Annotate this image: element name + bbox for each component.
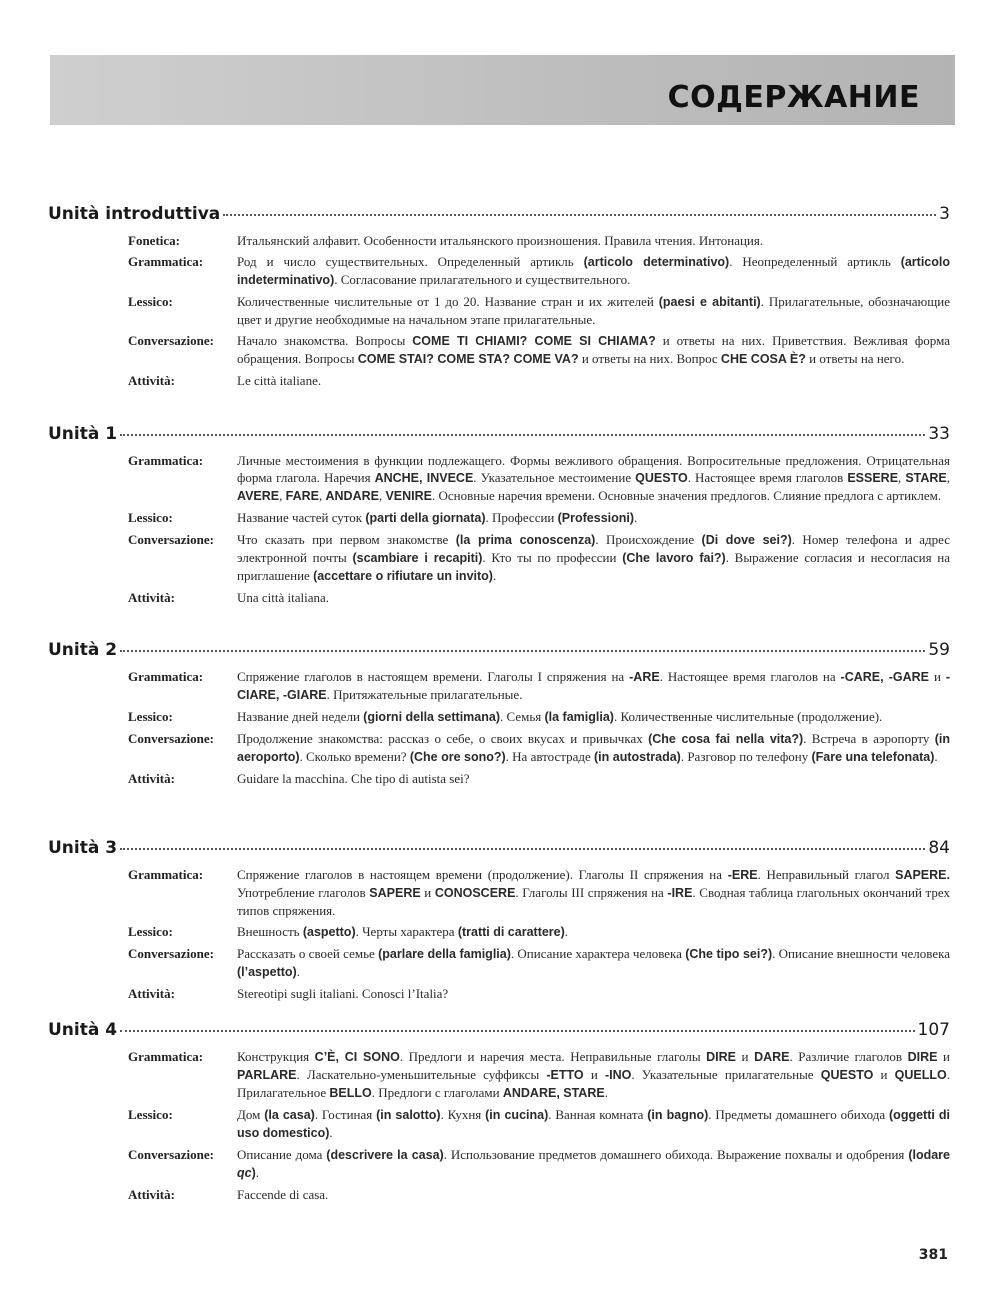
- text-run: . Прилагательное: [237, 1067, 950, 1100]
- text-run: Спряжение глаголов в настоящем времени. Глаголы I спряжения на: [237, 669, 630, 684]
- text-run: . Семья: [500, 709, 545, 724]
- bold-term: (articolo determinativo): [583, 255, 730, 269]
- unit-topics: [48, 866, 950, 1002]
- topic-row: [128, 668, 950, 704]
- topic-description: [237, 923, 950, 941]
- text-run: ,: [898, 470, 906, 485]
- text-run: . Предметы домашнего обихода: [708, 1107, 890, 1122]
- topic-description: [237, 452, 950, 505]
- unit-title: Unità introduttiva: [48, 204, 221, 224]
- bold-term: QUESTO: [820, 1068, 874, 1082]
- text-run: .: [329, 1125, 333, 1140]
- text-run: . Указательные прилагательные: [631, 1067, 821, 1082]
- bold-term: (in bagno): [647, 1108, 709, 1122]
- bold-term: -IRE: [667, 886, 693, 900]
- topic-row: [128, 452, 950, 505]
- unit-heading[interactable]: [48, 204, 950, 224]
- text-run: Что сказать при первом знакомстве: [237, 532, 456, 547]
- topic-label: Attività:: [128, 1187, 175, 1202]
- bold-term: (la casa): [264, 1108, 315, 1122]
- text-run: . Происхождение: [595, 532, 702, 547]
- topic-label: Conversazione:: [128, 731, 214, 746]
- text-run: . На автостраде: [505, 749, 595, 764]
- text-run: Употребление глаголов: [237, 885, 370, 900]
- unit-page-number: 84: [928, 838, 950, 858]
- bold-term: -CIARE, -GIARE: [237, 670, 950, 702]
- bold-term: BELLO: [329, 1086, 372, 1100]
- text-run: . Кто ты по профессии: [482, 550, 623, 565]
- text-run: Личные местоимения в функции подлежащего. Формы вежливого обращения. Вопросительные предложения. Отрицательная форма глагола. Наречия: [237, 453, 950, 485]
- text-run: Название дней недели: [237, 709, 364, 724]
- text-run: .: [634, 510, 638, 525]
- topic-row: [128, 372, 950, 389]
- topic-description: [237, 945, 950, 981]
- unit-title: Unità 3: [48, 838, 118, 858]
- topic-row: [128, 1146, 950, 1182]
- bold-term: (Che cosa fai nella vita?): [648, 732, 804, 746]
- bold-term: ANCHE, INVECE: [374, 471, 474, 485]
- unit-page-number: 33: [928, 424, 950, 444]
- topic-description: [237, 708, 950, 726]
- topic-row: [128, 253, 950, 289]
- unit-page-number: 107: [917, 1020, 950, 1040]
- topic-label: Lessico:: [128, 924, 173, 939]
- text-run: Род и число существительных. Определенный артикль: [237, 254, 584, 269]
- unit-topics: [48, 1048, 950, 1203]
- bold-term: (Che ore sono?): [409, 750, 506, 764]
- topic-label: Grammatica:: [128, 1049, 204, 1064]
- text-run: . Ласкательно-уменьшительные суффиксы: [296, 1067, 547, 1082]
- text-run: . Предлоги и наречия места. Неправильные глаголы: [399, 1049, 707, 1064]
- bold-term: (l’aspetto): [237, 965, 297, 979]
- topic-label: Grammatica:: [128, 453, 204, 468]
- text-run: . Выражение согласия и несогласия на приглашение: [237, 550, 950, 583]
- topic-description: [237, 531, 950, 585]
- text-run: и: [420, 885, 435, 900]
- text-run: и ответы на них. Приветствия. Вежливая форма обращения. Вопросы: [237, 333, 950, 366]
- text-run: ,: [318, 488, 326, 503]
- text-run: . Предлоги с глаголами: [371, 1085, 503, 1100]
- text-run: .: [604, 1085, 608, 1100]
- topic-description: [237, 1146, 950, 1182]
- bold-term: (paesi e abitanti): [658, 295, 761, 309]
- topic-row: [128, 1186, 950, 1203]
- bold-term: (in autostrada): [594, 750, 681, 764]
- text-run: Спряжение глаголов в настоящем времени (продолжение). Глаголы II спряжения на: [237, 867, 728, 882]
- topic-row: [128, 589, 950, 606]
- bold-term: (in cucina): [485, 1108, 549, 1122]
- bold-term: (la prima conoscenza): [455, 533, 596, 547]
- toc-unit: [48, 640, 950, 791]
- text-run: и: [929, 669, 946, 684]
- topic-label: Grammatica:: [128, 254, 204, 269]
- topic-row: [128, 232, 950, 249]
- bold-term: -ETTO: [546, 1068, 584, 1082]
- unit-topics: [48, 668, 950, 787]
- text-run: . Настоящее время глаголов: [687, 470, 848, 485]
- topic-description: [237, 232, 950, 249]
- topic-description: [237, 509, 950, 527]
- topic-description: [237, 253, 950, 289]
- topic-description: [237, 1106, 950, 1142]
- bold-term: VENIRE: [385, 489, 433, 503]
- topic-label: Conversazione:: [128, 946, 214, 961]
- bold-term: (Fare una telefonata): [811, 750, 935, 764]
- toc-unit: [48, 424, 950, 610]
- text-run: . Номер телефона и адрес электронной почты: [237, 532, 950, 565]
- topic-description: [237, 770, 950, 787]
- bold-term: -ERE: [727, 868, 758, 882]
- dot-leader: [120, 848, 925, 850]
- text-run: Le città italiane.: [237, 373, 322, 388]
- dot-leader: [120, 434, 925, 436]
- bold-term: AVERE: [237, 489, 280, 503]
- text-run: и: [873, 1067, 895, 1082]
- topic-row: [128, 293, 950, 328]
- text-run: . Описание внешности человека: [772, 946, 951, 961]
- text-run: Внешность: [237, 924, 303, 939]
- text-run: и ответы на них. Вопрос: [578, 351, 721, 366]
- bold-term: -ARE: [629, 670, 660, 684]
- bold-term: ANDARE, STARE: [502, 1086, 605, 1100]
- bold-term: (in aeroporto): [237, 732, 950, 764]
- topic-row: [128, 332, 950, 368]
- text-run: . Гостиная: [314, 1107, 377, 1122]
- text-run: .: [564, 924, 569, 939]
- bold-term: DARE: [754, 1050, 790, 1064]
- bold-term: (Di dove sei?): [701, 533, 792, 547]
- bold-term: -CARE, -GARE: [840, 670, 930, 684]
- text-run: . Описание характера человека: [510, 946, 686, 961]
- unit-topics: [48, 232, 950, 389]
- text-run: Una città italiana.: [237, 590, 330, 605]
- topic-label: Conversazione:: [128, 1147, 214, 1162]
- text-run: Stereotipi sugli italiani. Conosci l’Italia?: [237, 986, 449, 1001]
- topic-description: [237, 985, 950, 1002]
- dot-leader: [223, 214, 936, 216]
- text-run: .: [934, 749, 938, 764]
- text-run: и: [736, 1049, 755, 1064]
- topic-label: Fonetica:: [128, 233, 180, 248]
- bold-term: (Che lavoro fai?): [622, 551, 726, 565]
- text-run: Количественные числительные от 1 до 20. Название стран и их жителей: [237, 294, 659, 309]
- bold-term: (articolo indeterminativo): [237, 255, 950, 287]
- topic-description: [237, 866, 950, 919]
- text-run: ,: [378, 488, 386, 503]
- topic-row: [128, 945, 950, 981]
- bold-term: COME STAI? COME STA? COME VA?: [357, 352, 579, 366]
- topic-label: Grammatica:: [128, 669, 204, 684]
- bold-term: DIRE: [907, 1050, 938, 1064]
- topic-row: [128, 866, 950, 919]
- text-run: Faccende di casa.: [237, 1187, 329, 1202]
- text-run: . Разговор по телефону: [680, 749, 812, 764]
- unit-page-number: 59: [928, 640, 950, 660]
- bold-term: (scambiare i recapiti): [352, 551, 483, 565]
- bold-term: (aspetto): [302, 925, 356, 939]
- topic-label: Attività:: [128, 986, 175, 1001]
- text-run: Начало знакомства. Вопросы: [237, 333, 413, 348]
- text-run: . Встреча в аэропорту: [803, 731, 935, 746]
- bold-term: SAPERE: [369, 886, 421, 900]
- text-run: и: [937, 1049, 950, 1064]
- page-number: 381: [918, 1247, 948, 1263]
- bold-term: (Professioni): [557, 511, 635, 525]
- bold-term: (descrivere la casa): [326, 1148, 444, 1162]
- text-run: . Количественные числительные (продолжение).: [613, 709, 883, 724]
- text-run: . Сколько времени?: [299, 749, 410, 764]
- topic-row: [128, 1106, 950, 1142]
- topic-description: [237, 332, 950, 368]
- topic-description: [237, 668, 950, 704]
- toc-unit: [48, 838, 950, 1006]
- text-run: . Неправильный глагол: [757, 867, 896, 882]
- bold-term: DIRE: [706, 1050, 737, 1064]
- text-run: . Использование предметов домашнего обихода. Выражение похвалы и одобрения: [443, 1147, 909, 1162]
- topic-description: [237, 730, 950, 766]
- bold-term: FARE: [285, 489, 319, 503]
- text-run: . Ванная комната: [548, 1107, 648, 1122]
- text-run: . Глаголы III спряжения на: [515, 885, 668, 900]
- bold-term: (in salotto): [376, 1108, 441, 1122]
- text-run: . Основные наречия времени. Основные значения предлогов. Слияние предлога с артиклем.: [432, 488, 942, 503]
- text-run: Описание дома: [237, 1147, 327, 1162]
- bold-term: (la famiglia): [544, 710, 614, 724]
- bold-term: ): [251, 1166, 256, 1180]
- bold-term: ESSERE: [847, 471, 899, 485]
- bold-term: CHE COSA È?: [720, 352, 806, 366]
- topic-description: [237, 372, 950, 389]
- bold-term: PARLARE: [237, 1068, 297, 1082]
- text-run: ,: [279, 488, 286, 503]
- dot-leader: [120, 1030, 914, 1032]
- bold-term: ANDARE: [325, 489, 379, 503]
- text-run: и ответы на него.: [805, 351, 905, 366]
- text-run: . Притяжательные прилагательные.: [326, 687, 523, 702]
- topic-label: Lessico:: [128, 1107, 173, 1122]
- unit-title: Unità 4: [48, 1020, 118, 1040]
- topic-row: [128, 923, 950, 941]
- bold-term: COME TI CHIAMI? COME SI CHIAMA?: [412, 334, 656, 348]
- bold-term: (parti della giornata): [365, 511, 486, 525]
- text-run: Дом: [237, 1107, 265, 1122]
- toc-unit: [48, 204, 950, 393]
- topic-label: Lessico:: [128, 510, 173, 525]
- topic-description: [237, 1048, 950, 1102]
- bold-term: (accettare o rifiutare un invito): [313, 569, 493, 583]
- bold-term: (Che tipo sei?): [685, 947, 773, 961]
- text-run: . Черты характера: [355, 924, 458, 939]
- topic-row: [128, 708, 950, 726]
- bold-term: (oggetti di uso domestico): [237, 1108, 951, 1140]
- text-run: . Кухня: [440, 1107, 486, 1122]
- bold-term: -INO: [604, 1068, 632, 1082]
- unit-heading[interactable]: [48, 424, 950, 444]
- bold-term: (tratti di carattere): [457, 925, 565, 939]
- topic-row: [128, 1048, 950, 1102]
- unit-topics: [48, 452, 950, 606]
- text-run: . Сводная таблица глагольных окончаний трех типов спряжения.: [237, 885, 950, 918]
- text-run: .: [255, 1165, 260, 1180]
- text-run: Название частей суток: [237, 510, 366, 525]
- unit-heading[interactable]: [48, 1020, 950, 1040]
- text-run: . Различие глаголов: [789, 1049, 908, 1064]
- text-run: . Указательное местоимение: [473, 470, 636, 485]
- dot-leader: [120, 650, 925, 652]
- text-run: . Профессии: [485, 510, 558, 525]
- bold-term: C’È, CI SONO: [314, 1050, 400, 1064]
- bold-term: (lodare: [908, 1148, 950, 1162]
- text-run: и: [583, 1067, 605, 1082]
- topic-row: [128, 730, 950, 766]
- bold-term: STARE: [905, 471, 947, 485]
- text-run: ,: [946, 470, 950, 485]
- topic-label: Attività:: [128, 771, 175, 786]
- toc-unit: [48, 1020, 950, 1207]
- topic-description: [237, 293, 950, 328]
- text-run: Итальянский алфавит. Особенности итальянского произношения. Правила чтения. Интонация.: [237, 233, 764, 248]
- topic-label: Conversazione:: [128, 333, 214, 348]
- text-run: . Неопределенный артикль: [729, 254, 901, 269]
- topic-label: Conversazione:: [128, 532, 214, 547]
- text-run: .: [296, 964, 300, 979]
- bold-term: qc: [237, 1166, 252, 1180]
- text-run: Рассказать о своей семье: [237, 946, 379, 961]
- text-run: Продолжение знакомства: рассказ о себе, о своих вкусах и привычках: [237, 731, 649, 746]
- topic-row: [128, 985, 950, 1002]
- text-run: . Прилагательные, обозначающие цвет и другие необходимые на начальном этапе прилагательные.: [237, 294, 950, 327]
- topic-row: [128, 770, 950, 787]
- bold-term: QUELLO: [894, 1068, 947, 1082]
- text-run: . Настоящее время глаголов на: [659, 669, 841, 684]
- topic-row: [128, 509, 950, 527]
- text-run: .: [492, 568, 497, 583]
- unit-page-number: 3: [939, 204, 950, 224]
- text-run: Guidare la macchina. Che tipo di autista sei?: [237, 771, 470, 786]
- topic-label: Grammatica:: [128, 867, 204, 882]
- bold-term: (parlare della famiglia): [378, 947, 511, 961]
- bold-term: (giorni della settimana): [363, 710, 500, 724]
- text-run: . Согласование прилагательного и существительного.: [334, 272, 631, 287]
- unit-heading[interactable]: [48, 838, 950, 858]
- topic-label: Attività:: [128, 373, 175, 388]
- topic-description: [237, 1186, 950, 1203]
- unit-title: Unità 2: [48, 640, 118, 660]
- topic-label: Lessico:: [128, 709, 173, 724]
- page-title: СОДЕРЖАНИЕ: [667, 80, 920, 115]
- bold-term: QUESTO: [635, 471, 688, 485]
- text-run: Конструкция: [237, 1049, 315, 1064]
- topic-label: Lessico:: [128, 294, 173, 309]
- topic-description: [237, 589, 950, 606]
- bold-term: SAPERE.: [895, 868, 950, 882]
- topic-label: Attività:: [128, 590, 175, 605]
- topic-row: [128, 531, 950, 585]
- unit-title: Unità 1: [48, 424, 118, 444]
- bold-term: CONOSCERE: [434, 886, 516, 900]
- unit-heading[interactable]: [48, 640, 950, 660]
